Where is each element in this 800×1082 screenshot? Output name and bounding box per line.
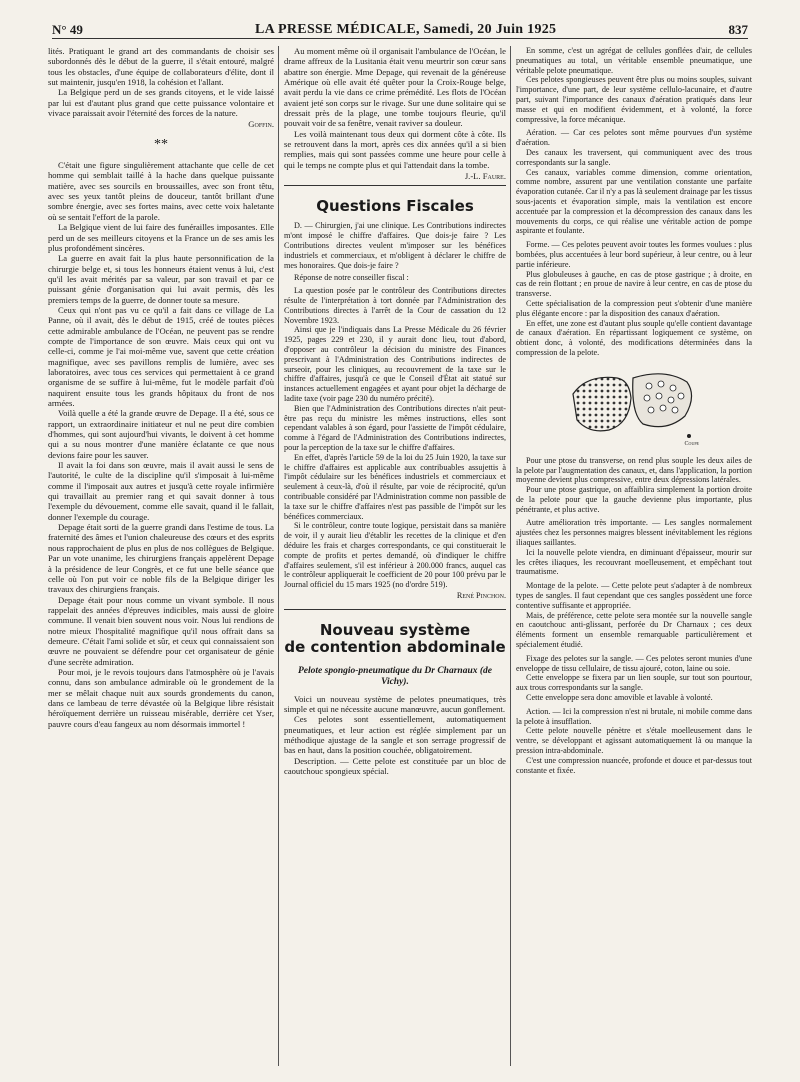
column-1: [48, 46, 274, 729]
paragraph: Montage de la pelote. — Cette pelote peut s'adapter à de nombreux types de sangles. Il faut cependant que ces sangles possèdent une force contentive suffisante et appropriée.: [516, 581, 752, 610]
paragraph: Cette enveloppe se fixera par un lien souple, sur tout son pourtour, aux trous correspondants sur la sangle.: [516, 673, 752, 693]
paragraph: Voici un nouveau système de pelotes pneumatiques, très simple et qui ne nécessite aucune manœuvre, aucun gonflement.: [284, 693, 506, 715]
paragraph: Des canaux les traversent, qui communiquent avec des trous correspondants sur la sangle.: [516, 147, 752, 167]
paragraph: Ces pelotes spongieuses peuvent être plus ou moins souples, suivant l'importance, d'une part, de leur système cellulo-lacunaire, et d'autre part, suivant l'importance des canaux d'aération pratiqués dans leur masse et qui en modifient évidemment, et à volonté, la force compressive, la force mécanique.: [516, 75, 752, 124]
paragraph: Cette pelote nouvelle pénètre et s'étale moelleusement dans le ventre, se développant et agissant automatiquement là ou manque la pression intra-abdominale.: [516, 726, 752, 756]
paragraph: Pour une ptose du transverse, on rend plus souple les deux ailes de la pelote par l'augmentation des canaux, et, dans l'application, la portion moyenne devient plus compressive, entre deux dépressions latérales.: [516, 455, 752, 485]
pelote-cross-section-figure: [569, 364, 699, 450]
paragraph: Plus globuleuses à gauche, en cas de ptose gastrique ; à droite, en cas de rein flottant ; en proue de navire à leur centre, en cas de ptose du transverse.: [516, 269, 752, 299]
paragraph: Les voilà maintenant tous deux qui dorment côte à côte. Ils se retrouvent dans la mort, après ces dix années qu'il a si bien remplies, mais qui sont passées comme une heure pour celle à qui le temps ne compte plus et qui l'attendait dans la tombe.: [284, 128, 506, 170]
question: D. — Chirurgien, j'ai une clinique. Les Contributions indirectes m'ont imposé le chiffre d'affaires. Que dois-je faire ? Les Contributions directes veulent m'imposer sur les bénéfices industriels et commerciaux, et m'obligent à déclarer le chiffre de mes honoraires. Que dois-je faire ?: [284, 221, 506, 270]
paragraph: Cette spécialisation de la compression peut s'obtenir d'une manière plus élégante encore : par la disposition des canaux d'aération.: [516, 298, 752, 318]
paragraph: Autre amélioration très importante. — Les sangles normalement ajustées chez les personnes maigres blessent inévitablement les régions iliaques saillantes.: [516, 518, 752, 548]
paragraph: En effet, d'après l'article 59 de la loi du 25 Juin 1920, la taxe sur le chiffre d'affaires est applicable aux contribuables assujettis à l'impôt cédulaire sur les bénéfices industriels et commerciaux et seulement à ceux-là, d'où il résulte, par voie de réciprocité, qu'un contribuable considéré par l'Administration comme non passible de la taxe sur le chiffre d'affaires n'est pas passible de l'impôt sur les bénéfices commerciaux.: [284, 452, 506, 521]
paragraph: En somme, c'est un agrégat de cellules gonflées d'air, de cellules pneumatiques au total, un véritable ensemble pneumatique, une véritable pelote pneumatique.: [516, 46, 752, 75]
paragraph: La guerre en avait fait la plus haute personnification de la chirurgie belge et, si tous les honneurs étaient venus à lui, c'est qu'il les avait mérités par sa valeur, par son travail et par ce puissant génie d'organisation qui lui avait permis, dès les premiers temps de la guerre, de donner toute sa mesure.: [48, 253, 274, 305]
paragraph: La question posée par le contrôleur des Contributions directes résulte de l'interprétation à tort donnée par l'Administration des Contributions directes à l'arrêt de la Cour de cassation du 12 Novembre 1923.: [284, 286, 506, 325]
paragraph: Au moment même où il organisait l'ambulance de l'Océan, le drame affreux de la Lusitania était venu meurtrir son cœur sans abattre son énergie. Mme Depage, qui revenait de la généreuse Amérique où elle avait été quêter pour la Croix-Rouge belge, avait perdu la vie dans ce crime prémédité. Les flots de l'Océan avaient jeté son corps sur le rivage. Sur une dune solitaire qui se dressait près de la plage, une tombe toujours fleurie, qu'il pouvait voir de sa fenêtre, venait raviver sa douleur.: [284, 46, 506, 129]
pelote-section-drawing: [569, 364, 699, 450]
section-title: Questions Fiscales: [316, 197, 474, 216]
paragraph: Aération. — Car ces pelotes sont même pourvues d'un système d'aération.: [516, 128, 752, 148]
paragraph: La Belgique perd un de ses grands citoyens, et le vide laissé par lui est d'autant plus grand que cette puissance volontaire et vivace paraissait avoir l'éternité des forces de la nature.: [48, 87, 274, 119]
section-title: Nouveau système: [319, 620, 471, 639]
paragraph: En effet, une zone est d'autant plus souple qu'elle contient davantage de canaux d'aération. En répartissant logiquement ce système, on obtient donc, à volonté, des modifications déterminées dans la compression de la pelote.: [516, 318, 752, 357]
paragraph: Depage était pour nous comme un vivant symbole. Il nous rappelait des années d'épreuves indicibles, mais aussi de gloire commune. Il venait bien souvent nous voir. Nous lui rendions de notre mieux l'hospitalité magnifique qu'il nous offrait dans sa demeure. C'était l'ami solide et sûr, et ceux qui connaissaient son œuvre ne pouvaient se défendre pour cet organisateur de génie d'une secrète admiration.: [48, 594, 274, 667]
paragraph: Ici la nouvelle pelote viendra, en diminuant d'épaisseur, mourir sur les crêtes iliaques, les recouvrant moelleusement, et empêchant tout traumatisme.: [516, 547, 752, 577]
paragraph: Depage était sorti de la guerre grandi dans l'estime de tous. La fraternité des âmes et l'union chaleureuse des cœurs et des esprits nous rapprochaient de plus en plus de nos collègues de Belgique. Par un vote unanime, les chirurgiens français appelèrent Depage à la présidence de leur Congrès, et ce fut une belle séance que celle où l'on put voir ce noble fils de la Belgique diriger les travaux des chirurgiens français.: [48, 522, 274, 595]
paragraph: Forme. — Ces pelotes peuvent avoir toutes les formes voulues : plus bombées, plus accentuées à leur bord supérieur, à leur centre, ou à leur partie inférieure.: [516, 240, 752, 269]
journal-title: LA PRESSE MÉDICALE, Samedi, 20 Juin 1925: [254, 22, 557, 37]
signature: Goffin.: [248, 119, 274, 130]
paragraph: Ces pelotes sont essentiellement, automatiquement pneumatiques, et leur action est réglée simplement par un méthodique ajustage de la sangle et son serrage progressif de bas en haut, dans la position couchée, obligatoirement.: [284, 714, 506, 756]
paragraph: Si le contrôleur, contre toute logique, persistait dans sa manière de voir, il y aurait lieu d'établir les recettes de la clinique et d'en déduire les frais et charges correspondants, ce qui constituerait le compte de profits et pertes demandé, où d'indiquer le chiffre d'affaires seulement, s'il est inférieur à 200.000 francs, auquel cas le contrôleur appliquerait le coefficient de 20 pour 100 prévu par le Journal officiel du 15 mars 1925 (no d'ordre 519).: [284, 521, 506, 590]
paragraph: C'était une figure singulièrement attachante que celle de cet homme qui semblait taillé à la hache dans quelque puissante matière, avec ses sourcils en broussailles, avec son front têtu, avec ses yeux tantôt pleins de douceur, tantôt brillant d'une sombre énergie, avec ses fortes mains, avec cette voix haletante où se sentait l'effort de la parole.: [48, 160, 274, 222]
paragraph: Voilà quelle a été la grande œuvre de Depage. Il a été, sous ce rapport, un extraordinaire initiateur et nul ne peut dire combien d'hommes, qui sont aujourd'hui vivants, le doivent à cet homme qui a su nous montrer d'une manière éclatante ce que nous devions faire pour les sauver.: [48, 408, 274, 460]
answer-intro: Réponse de notre conseiller fiscal :: [294, 273, 409, 283]
paragraph: Il avait la foi dans son œuvre, mais il avait aussi le sens de l'autorité, le culte de la discipline qu'il s'imposait à lui-même comme il l'imposait aux autres et jusqu'à cette royale infirmière qui travaillait au premier rang et qui savait donner à tous l'exemple du dévouement, comme elle savait, quand il le fallait, donner l'exemple du courage.: [48, 460, 274, 522]
paragraph: Bien que l'Administration des Contributions directes n'ait peut-être pas reçu du ministre les mêmes instructions, elles sont cependant valables à son égard, pour l'assiette de l'impôt cédulaire, comme à l'égard de l'Administration des Contributions indirectes, pour la perception de la taxe sur le chiffre d'affaires.: [284, 403, 506, 452]
paragraph: La Belgique vient de lui faire des funérailles imposantes. Elle perd un de ses meilleurs citoyens et la France un de ses amis les plus profondément sincères.: [48, 222, 274, 253]
figure-caption: Coupe: [684, 440, 699, 447]
paragraph: Ces canaux, variables comme dimension, comme orientation, comme nombre, assurent par une ventilation constante une parfaite évaporation cutanée. Car il n'y a pas là seulement drainage par les tissus sous-jacents et évaporation simple, mais la ventilation est encore accentuée par la compression et la décompression des canaux dans les mouvements du corps, ce qui réalise une véritable action de pompe aspirante et foulante.: [516, 167, 752, 236]
article-subtitle: Pelote spongio-pneumatique du Dr Charnaux (de Vichy).: [298, 665, 492, 687]
paragraph: Action. — Ici la compression n'est ni brutale, ni mobile comme dans la pelote à insufflation.: [516, 706, 752, 726]
page-header: [52, 16, 748, 39]
paragraph: Ainsi que je l'indiquais dans La Presse Médicale du 26 février 1925, pages 229 et 230, il y aurait donc lieu, tout d'abord, d'opposer au contrôleur la décision du ministre des Finances prescrivant à l'Administration des Contributions indirectes de surseoir, pour les cliniques, au recouvrement de la taxe sur le chiffre d'affaires, jusqu'à ce que le Conseil d'État ait statué sur instances actuellement engagées et ayant pour objet la décharge de ladite taxe (voir page 230 du numéro précité).: [284, 325, 506, 404]
section-subtitle: de contention abdominale: [284, 637, 506, 656]
paragraph: Fixage des pelotes sur la sangle. — Ces pelotes seront munies d'une enveloppe de tissu cellulaire, de tissu ajouré, coton, laine ou soie.: [516, 653, 752, 673]
paragraph: Cette enveloppe sera donc amovible et lavable à volonté.: [526, 693, 713, 703]
paragraph: Pour moi, je le revois toujours dans l'atmosphère où je l'avais connu, dans son ambulance admirable où le grondement de la mer se mêlait chaque nuit aux sourds grondements du canon, dans ce lambeau de terre dévastée où la Belgique libre résistait héroïquement derrière un ruisseau misérable, derrière cet Yser, pauvre cours d'eau fangeux au nom désormais immortel !: [48, 666, 274, 729]
paragraph: Mais, de préférence, cette pelote sera montée sur la nouvelle sangle en caoutchouc anti-glissant, perforée du Dr Charnaux ; ces deux éléments forment un ensemble remarquable particulièrement et spécialement étudié.: [516, 610, 752, 650]
column-divider: [278, 46, 279, 1066]
section-separator: **: [154, 136, 168, 152]
paragraph: Ceux qui n'ont pas vu ce qu'il a fait dans ce village de La Panne, où il avait, dès le début de 1915, créé de toutes pièces cette admirable ambulance de l'Océan, ne peuvent pas se rendre compte de l'importance de son œuvre. Mais ceux qui ont vu celle-ci, comme je l'ai moi-même vue, savent que cette création magnifique, avec ses pavillons remplis de lumière, avec ses laboratoires, avec tous ces services qui permettaient à ce grand organisme de se suffire à lui-même, fut le modèle parfait d'où naquirent ensuite tous les grands hôpitaux du front de nos armées.: [48, 304, 274, 408]
paragraph: lités. Pratiquant le grand art des commandants de choisir ses subordonnés dès le début de la guerre, il s'était entouré, malgré tous les obstacles, d'une équipe de collaborateurs d'élite, dont il sut maintenir, jusqu'en 1918, la cohésion et l'allant.: [48, 46, 274, 88]
column-divider: [510, 46, 511, 1066]
paragraph: C'est une compression nuancée, profonde et douce et par-dessus tout constante et fixée.: [516, 755, 752, 775]
divider: [284, 185, 506, 186]
page-number: 837: [728, 22, 748, 37]
column-2: [284, 46, 506, 777]
signature: René Pinchon.: [456, 590, 506, 600]
column-3: [516, 46, 752, 775]
signature: J.-L. Faure.: [464, 171, 506, 182]
issue-number: N° 49: [52, 22, 83, 37]
paragraph: Description. — Cette pelote est constituée par un bloc de caoutchouc spongieux spécial.: [284, 755, 506, 777]
divider: [284, 609, 506, 610]
paragraph: Pour une ptose gastrique, on affaiblira simplement la portion droite de la pelote pour que la gauche devienne plus importante, plus pénétrante, et plus active.: [516, 485, 752, 514]
